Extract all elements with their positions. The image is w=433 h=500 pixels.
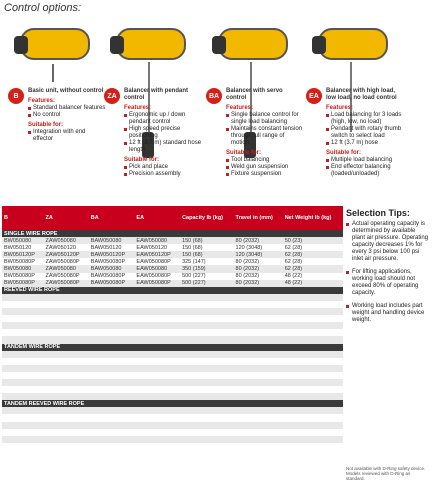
table-row xyxy=(2,294,343,301)
col-ba: BA xyxy=(89,206,135,230)
table-header-row xyxy=(2,206,343,230)
badge-b: B xyxy=(8,88,24,104)
suitable-item: Integration with end effector xyxy=(28,129,106,143)
table-row xyxy=(2,301,343,308)
tip-item: Working load includes part weight and handling device weight. xyxy=(346,303,430,324)
section-row: REEVED WIRE ROPE xyxy=(2,287,343,294)
section-row: SINGLE WIRE ROPE xyxy=(2,230,343,237)
col-b: B xyxy=(2,206,44,230)
table-row: BW050080 ZAW050080 BAW050080 EAW050080 150 (68) 80 (2032) 50 (23) xyxy=(2,237,343,244)
suitable-item: Tool balancing xyxy=(226,157,304,164)
table-row xyxy=(2,429,343,436)
suitable-item: Pick and place xyxy=(124,164,202,171)
feature-item: 12 ft (3.7 m) standard hose length xyxy=(124,140,202,154)
section-row: TANDEM WIRE ROPE xyxy=(2,344,343,351)
features-label: Features: xyxy=(28,98,56,104)
col-za: ZA xyxy=(44,206,89,230)
table-row: BW050080P ZAW050080P BAW050080P EAW050080P 325 (147) 80 (2032) 62 (28) xyxy=(4,258,303,265)
balancer-image xyxy=(218,28,288,60)
table-row: BW050080 ZAW050080 BAW050080 EAW050080 350 (159) 80 (2032) 62 (28) xyxy=(2,265,343,272)
table-row xyxy=(2,372,343,379)
features-label: Features: xyxy=(226,105,254,111)
table-row xyxy=(2,407,343,414)
table-row xyxy=(2,322,343,329)
feature-item: High speed precise positioning xyxy=(124,126,202,140)
suitable-item: End effector balancing (loaded/unloaded) xyxy=(326,164,404,178)
feature-item: Standard balancer features xyxy=(28,105,106,112)
table-row xyxy=(2,329,343,336)
section-row: TANDEM REEVED WIRE ROPE xyxy=(2,400,343,407)
table-row xyxy=(2,393,343,400)
selection-tips xyxy=(346,210,430,330)
table-row: BW050080P ZAW050080P BAW050080P EAW050080P 500 (227) 80 (2032) 48 (22) xyxy=(4,273,303,280)
feature-item: Single balance control for single load balancing xyxy=(226,112,304,126)
col-capacity: Capacity lb (kg) xyxy=(180,206,233,230)
feature-item: Pendant with rotary thumb switch to select load xyxy=(326,126,404,140)
feature-item: No control xyxy=(28,112,106,119)
features-label: Features: xyxy=(124,105,152,111)
table-row xyxy=(2,315,343,322)
badge-ea: EA xyxy=(306,88,322,104)
panel-name: Basic unit, without control xyxy=(28,88,104,94)
balancer-image xyxy=(20,28,90,60)
suitable-label: Suitable for: xyxy=(226,150,262,156)
col-ea: EA xyxy=(134,206,180,230)
hook-image xyxy=(52,64,54,82)
table-row xyxy=(2,436,343,443)
suitable-item: Multiple load balancing xyxy=(326,157,404,164)
table-row: BW050120P ZAW050120P BAW050120P EAW050120P 150 (68) 120 (3048) 62 (28) xyxy=(2,251,343,258)
features-label: Features: xyxy=(326,105,354,111)
col-travel: Travel in (mm) xyxy=(234,206,283,230)
suitable-label: Suitable for: xyxy=(124,157,160,163)
panel-basic-unit xyxy=(2,14,108,200)
table-row xyxy=(2,308,343,315)
suitable-label: Suitable for: xyxy=(28,122,64,128)
tip-item: Actual operating capacity is determined by available plant air pressure. Operating capacity decreases 1% for every 3 psi below 100 psi inlet air pressure. xyxy=(346,221,430,263)
table-row xyxy=(2,358,343,365)
feature-item: 12 ft (3.7 m) hose xyxy=(326,140,404,147)
suitable-item: Fixture suspension xyxy=(226,171,304,178)
table-row xyxy=(2,386,343,393)
balancer-image xyxy=(318,28,388,60)
panel-high-low-load xyxy=(300,14,406,200)
panel-servo-control xyxy=(200,14,306,200)
footnote: Not available with D-Ring safety device. Models reviewed with D-Ring as standard. xyxy=(346,466,426,481)
col-weight: Net Weight lb (kg) xyxy=(283,206,343,230)
suitable-label: Suitable for: xyxy=(326,150,362,156)
panel-name: Balancer with servo control xyxy=(226,88,283,101)
suitable-item: Precision assembly xyxy=(124,171,202,178)
tip-item: For lifting applications, working load should not exceed 80% of operating capacity. xyxy=(346,269,430,297)
suitable-item: Weld gun suspension xyxy=(226,164,304,171)
feature-item: Ergonomic up / down pendant control xyxy=(124,112,202,126)
feature-item: Maintains constant tension through full range of motion xyxy=(226,126,304,147)
table-row xyxy=(2,379,343,386)
model-table xyxy=(2,206,343,450)
feature-item: Load balancing for 3 loads (high, low, no load) xyxy=(326,112,404,126)
panel-name: Balancer with pendant control xyxy=(124,88,189,101)
balancer-image xyxy=(116,28,186,60)
table-row: BW050120 ZAW050120 BAW050120 EAW050120 150 (68) 120 (3048) 62 (28) xyxy=(4,244,303,251)
table-row xyxy=(2,443,343,450)
table-row xyxy=(2,336,343,343)
page-title: Control options: xyxy=(4,2,82,14)
badge-ba: BA xyxy=(206,88,222,104)
table-row xyxy=(2,351,343,358)
tips-heading: Selection Tips: xyxy=(346,208,410,218)
panel-pendant-control xyxy=(98,14,204,200)
table-row xyxy=(2,414,343,421)
table-row xyxy=(2,422,343,429)
table-row: BW050080P ZAW050080P BAW050080P EAW050080P 500 (227) 80 (2032) 48 (22) xyxy=(2,280,343,287)
panel-name: Balancer with high load, low load, no load control xyxy=(326,88,397,101)
table-row xyxy=(2,365,343,372)
badge-za: ZA xyxy=(104,88,120,104)
